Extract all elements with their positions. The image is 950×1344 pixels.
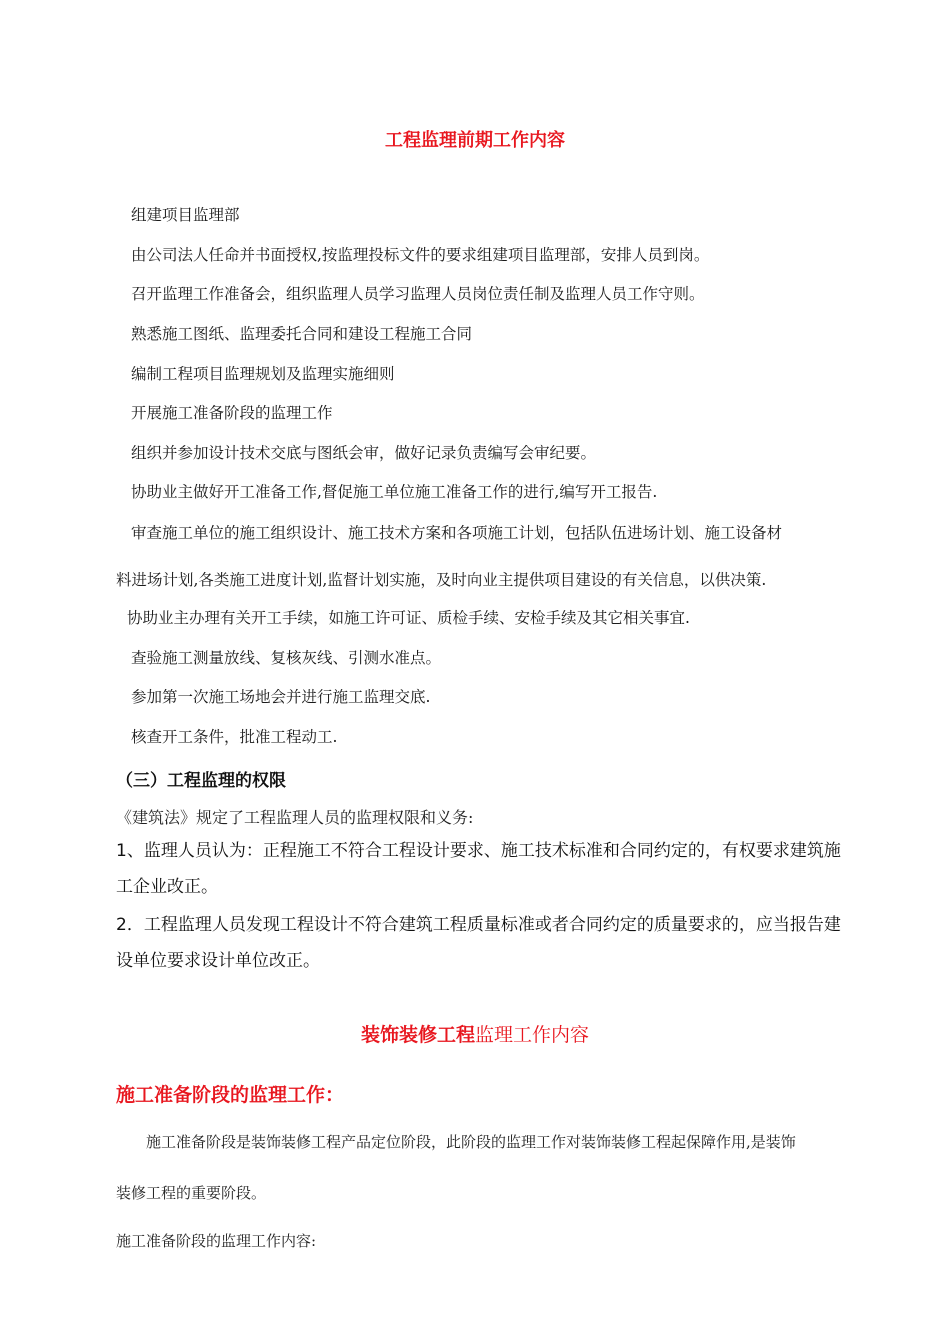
- list-item: 审查施工单位的施工组织设计、施工技术方案和各项施工计划，包括队伍进场计划、施工设备材: [131, 524, 783, 542]
- list-item: 组建项目监理部: [131, 206, 240, 224]
- list-item: 协助业主办理有关开工手续，如施工许可证、质检手续、安检手续及其它相关事宜.: [127, 609, 690, 627]
- prep-stage-content-label: 施工准备阶段的监理工作内容:: [116, 1232, 317, 1250]
- prep-stage-paragraph-line1: 施工准备阶段是装饰装修工程产品定位阶段，此阶段的监理工作对装饰装修工程起保障作用,是装饰: [146, 1133, 796, 1151]
- list-item: 编制工程项目监理规划及监理实施细则: [131, 365, 395, 383]
- authority-point-2: 2．工程监理人员发现工程设计不符合建筑工程质量标准或者合同约定的质量要求的，应当报告建设单位要求设计单位改正。: [116, 915, 841, 971]
- authority-point-1: 1、监理人员认为：正程施工不符合工程设计要求、施工技术标准和合同约定的，有权要求建筑施工企业改正。: [116, 841, 841, 897]
- list-item: 组织并参加设计技术交底与图纸会审，做好记录负责编写会审纪要。: [131, 444, 597, 462]
- page-title: 工程监理前期工作内容: [385, 130, 565, 151]
- list-item: 查验施工测量放线、复核灰线、引测水准点。: [131, 649, 442, 667]
- list-item: 开展施工准备阶段的监理工作: [131, 404, 333, 422]
- list-item: 召开监理工作准备会，组织监理人员学习监理人员岗位责任制及监理人员工作守则。: [131, 285, 705, 303]
- list-item: 熟悉施工图纸、监理委托合同和建设工程施工合同: [131, 325, 473, 343]
- list-item: 由公司法人任命并书面授权,按监理投标文件的要求组建项目监理部，安排人员到岗。: [131, 246, 710, 264]
- prep-stage-paragraph-line2: 装修工程的重要阶段。: [116, 1184, 267, 1202]
- section-heading: （三）工程监理的权限: [116, 771, 286, 791]
- list-item: 协助业主做好开工准备工作,督促施工单位施工准备工作的进行,编写开工报告.: [131, 483, 658, 501]
- list-item: 参加第一次施工场地会并进行施工监理交底.: [131, 688, 431, 706]
- decoration-title: [0, 1020, 950, 1047]
- list-item: 核查开工条件，批准工程动工.: [131, 728, 338, 746]
- prep-stage-heading: 施工准备阶段的监理工作：: [116, 1084, 345, 1106]
- law-intro: 《建筑法》规定了工程监理人员的监理权限和义务:: [116, 808, 474, 827]
- decoration-title-rest: 监理工作内容: [475, 1024, 590, 1046]
- decoration-title-bold: 装饰装修工程: [360, 1024, 475, 1046]
- list-item-continued: 料进场计划,各类施工进度计划,监督计划实施，及时向业主提供项目建设的有关信息，以供决策.: [116, 571, 767, 589]
